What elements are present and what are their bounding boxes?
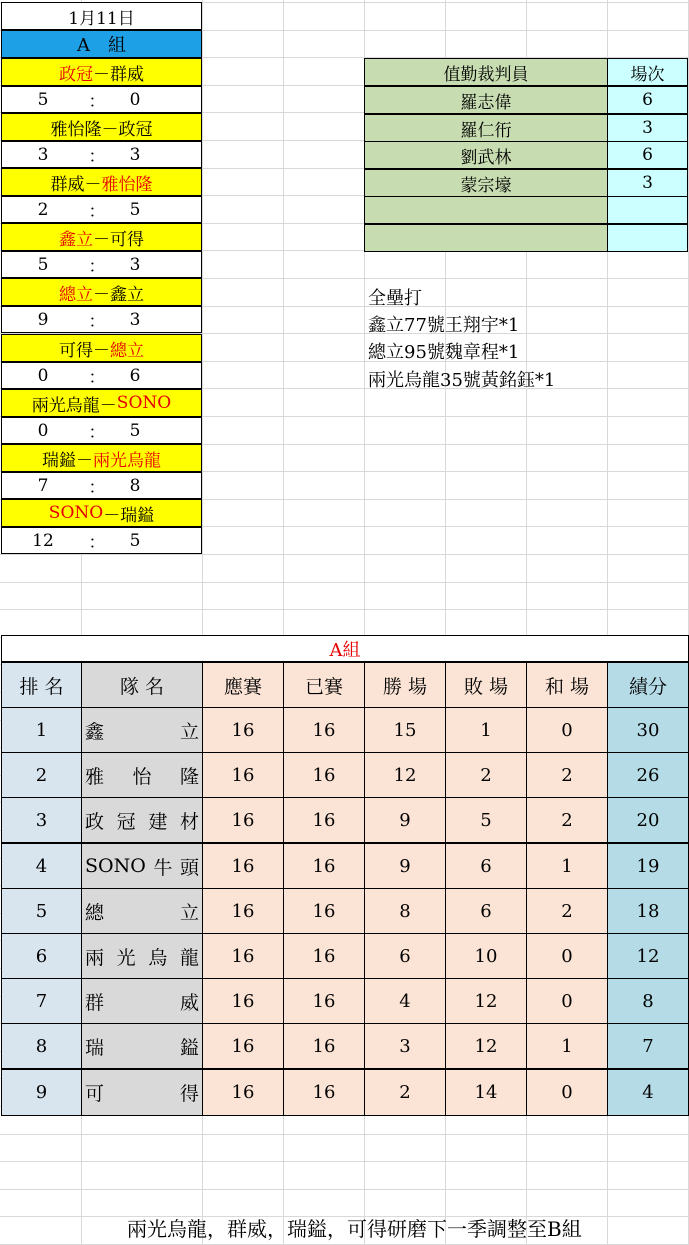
referee-count[interactable]: 3 [607, 114, 688, 142]
header-points[interactable]: 績分 [607, 662, 689, 708]
draws-cell[interactable]: 0 [526, 978, 608, 1024]
played-cell[interactable]: 16 [283, 933, 365, 979]
points-cell[interactable]: 4 [607, 1069, 689, 1116]
team-name-char: SONO [85, 855, 146, 877]
match-separator: － [93, 340, 110, 361]
referee-count[interactable] [607, 224, 688, 252]
team-name-char: 材 [179, 810, 199, 833]
team-name-char: 龍 [179, 946, 199, 969]
draws-cell[interactable]: 1 [526, 843, 608, 889]
team-name-char: 鎰 [179, 1036, 199, 1059]
score-away: 5 [129, 530, 141, 551]
losses-cell[interactable]: 14 [445, 1069, 527, 1116]
wins-cell[interactable]: 8 [364, 888, 446, 934]
rank-cell[interactable]: 6 [1, 933, 82, 979]
home-run-title: 全壘打 [368, 288, 422, 309]
points-cell[interactable]: 30 [607, 707, 689, 753]
team-name-char: 立 [179, 901, 199, 924]
team-name-char: 雅 [85, 765, 105, 788]
match-row[interactable] [1, 278, 202, 306]
score-colon: ： [88, 423, 106, 443]
wins-cell[interactable]: 3 [364, 1023, 446, 1069]
points-cell[interactable]: 12 [607, 933, 689, 979]
rank-cell[interactable]: 2 [1, 752, 82, 798]
played-cell[interactable]: 16 [283, 1023, 365, 1069]
score-away: 5 [129, 199, 141, 220]
group-header[interactable]: A 組 [1, 30, 202, 58]
points-cell[interactable]: 26 [607, 752, 689, 798]
rank-cell[interactable]: 4 [1, 843, 82, 889]
team-cell[interactable] [81, 978, 203, 1024]
score-home: 12 [32, 530, 54, 551]
team-away: 群威 [110, 64, 144, 85]
wins-cell[interactable]: 12 [364, 752, 446, 798]
score-colon: ： [88, 202, 106, 222]
rank-cell[interactable]: 9 [1, 1069, 82, 1116]
team-home: 瑞鎰 [42, 450, 76, 471]
scheduled-cell[interactable]: 16 [202, 707, 284, 753]
score-home: 2 [37, 199, 49, 220]
team-name-char: 光 [116, 946, 136, 969]
score-away: 0 [129, 89, 141, 110]
team-home: 可得 [59, 340, 93, 361]
losses-cell[interactable]: 12 [445, 978, 527, 1024]
losses-cell[interactable]: 5 [445, 797, 527, 843]
team-cell[interactable] [81, 797, 203, 843]
scheduled-cell[interactable]: 16 [202, 1023, 284, 1069]
points-cell[interactable]: 7 [607, 1023, 689, 1069]
team-name-char: 總 [85, 901, 105, 924]
header-rank[interactable]: 排 名 [1, 662, 82, 708]
draws-cell[interactable]: 2 [526, 888, 608, 934]
score-away: 3 [129, 144, 141, 165]
score-colon: ： [88, 478, 106, 498]
losses-cell[interactable]: 2 [445, 752, 527, 798]
wins-cell[interactable]: 9 [364, 797, 446, 843]
wins-cell[interactable]: 9 [364, 843, 446, 889]
match-separator: － [93, 64, 110, 85]
rank-cell[interactable]: 3 [1, 797, 82, 843]
team-name-char: 立 [179, 720, 199, 743]
played-cell[interactable]: 16 [283, 843, 365, 889]
team-home: 鑫立 [59, 229, 93, 250]
draws-cell[interactable]: 2 [526, 752, 608, 798]
played-cell[interactable]: 16 [283, 752, 365, 798]
points-cell[interactable]: 18 [607, 888, 689, 934]
rank-cell[interactable]: 1 [1, 707, 82, 753]
team-cell[interactable] [81, 707, 203, 753]
played-cell[interactable]: 16 [283, 797, 365, 843]
referee-name[interactable]: 羅志偉 [364, 86, 608, 114]
team-name-char: 頭 [179, 856, 199, 879]
draws-cell[interactable]: 0 [526, 707, 608, 753]
score-away: 6 [129, 365, 141, 386]
match-separator: － [84, 174, 102, 195]
team-name-char: 兩 [85, 946, 105, 969]
team-cell[interactable] [81, 843, 203, 889]
standings-title[interactable]: A組 [1, 635, 689, 662]
match-row[interactable] [1, 334, 202, 362]
draws-cell[interactable]: 0 [526, 1069, 608, 1116]
referee-header-name[interactable]: 值勤裁判員 [364, 58, 608, 86]
team-name-char: 政 [85, 810, 105, 833]
played-cell[interactable]: 16 [283, 707, 365, 753]
match-row[interactable] [1, 223, 202, 251]
draws-cell[interactable]: 1 [526, 1023, 608, 1069]
scheduled-cell[interactable]: 16 [202, 978, 284, 1024]
scheduled-cell[interactable]: 16 [202, 843, 284, 889]
home-run-line: 鑫立77號王翔宇*1 [368, 315, 520, 336]
team-away: 瑞鎰 [120, 505, 155, 526]
team-away: 政冠 [118, 119, 153, 140]
match-date[interactable]: 1月11日 [1, 2, 202, 30]
match-separator: － [93, 284, 110, 305]
score-row[interactable] [1, 141, 202, 168]
points-cell[interactable]: 8 [607, 978, 689, 1024]
score-home: 7 [37, 475, 49, 496]
score-row[interactable] [1, 472, 202, 499]
match-separator: － [99, 395, 117, 416]
team-away: SONO [116, 393, 172, 413]
scheduled-cell[interactable]: 16 [202, 752, 284, 798]
match-separator: － [103, 505, 121, 526]
scheduled-cell[interactable]: 16 [202, 1069, 284, 1116]
home-run-line: 兩光烏龍35號黃銘鈺*1 [368, 370, 556, 391]
footer-note: 兩光烏龍，群威，瑞鎰，可得研磨下一季調整至B組 [127, 1217, 582, 1241]
score-home: 5 [37, 89, 49, 110]
referee-count[interactable]: 6 [607, 141, 688, 169]
score-home: 9 [37, 309, 49, 330]
rank-cell[interactable]: 5 [1, 888, 82, 934]
points-cell[interactable]: 20 [607, 797, 689, 843]
referee-name[interactable]: 羅仁衎 [364, 114, 608, 142]
score-colon: ： [88, 533, 106, 553]
score-away: 5 [129, 420, 141, 441]
scheduled-cell[interactable]: 16 [202, 933, 284, 979]
team-cell[interactable] [81, 933, 203, 979]
team-away: 雅怡隆 [101, 174, 153, 195]
match-separator: － [93, 229, 110, 250]
score-row[interactable] [1, 417, 202, 444]
score-home: 0 [37, 420, 49, 441]
match-row[interactable] [1, 113, 202, 141]
referee-count[interactable]: 3 [607, 169, 688, 197]
wins-cell[interactable]: 2 [364, 1069, 446, 1116]
header-wins[interactable]: 勝 場 [364, 662, 446, 708]
score-home: 3 [37, 144, 49, 165]
team-name-char: 冠 [116, 810, 136, 833]
header-draws[interactable]: 和 場 [526, 662, 608, 708]
team-away: 總立 [110, 340, 144, 361]
team-name-char: 怡 [132, 765, 152, 788]
match-row[interactable] [1, 168, 202, 196]
header-team[interactable]: 隊 名 [81, 662, 203, 708]
draws-cell[interactable]: 2 [526, 797, 608, 843]
match-row[interactable] [1, 58, 202, 86]
losses-cell[interactable]: 6 [445, 843, 527, 889]
score-colon: ： [88, 312, 106, 332]
scheduled-cell[interactable]: 16 [202, 888, 284, 934]
grid-row-line [0, 554, 689, 555]
team-name-char: 牛 [153, 856, 173, 879]
team-name-char: 鑫 [85, 720, 105, 743]
score-row[interactable] [1, 196, 202, 223]
team-cell[interactable] [81, 1069, 203, 1116]
played-cell[interactable]: 16 [283, 978, 365, 1024]
score-row[interactable] [1, 86, 202, 113]
match-row[interactable] [1, 499, 202, 527]
rank-cell[interactable]: 8 [1, 1023, 82, 1069]
team-home: 群威 [50, 174, 85, 195]
team-name-char: 隆 [179, 765, 199, 788]
grid-row-line [0, 582, 689, 583]
wins-cell[interactable]: 4 [364, 978, 446, 1024]
score-row[interactable] [1, 306, 202, 333]
losses-cell[interactable]: 10 [445, 933, 527, 979]
wins-cell[interactable]: 6 [364, 933, 446, 979]
grid-row-line [0, 1161, 689, 1162]
score-row[interactable] [1, 251, 202, 278]
score-away: 8 [129, 475, 141, 496]
score-colon: ： [88, 368, 106, 388]
team-away: 可得 [110, 229, 144, 250]
referee-name[interactable] [364, 196, 608, 224]
home-run-line: 總立95號魏章程*1 [368, 342, 520, 363]
score-row[interactable] [1, 527, 202, 554]
team-cell[interactable] [81, 888, 203, 934]
header-losses[interactable]: 敗 場 [445, 662, 527, 708]
team-home: 雅怡隆 [50, 119, 102, 140]
team-name-char: 建 [148, 810, 168, 833]
rank-cell[interactable]: 7 [1, 978, 82, 1024]
played-cell[interactable]: 16 [283, 1069, 365, 1116]
scheduled-cell[interactable]: 16 [202, 797, 284, 843]
score-away: 3 [129, 254, 141, 275]
grid-row-line [0, 609, 689, 610]
team-name-char: 威 [179, 991, 199, 1014]
match-separator: － [76, 450, 93, 471]
team-cell[interactable] [81, 1023, 203, 1069]
played-cell[interactable]: 16 [283, 888, 365, 934]
team-name-char: 群 [85, 991, 105, 1014]
team-home: 總立 [59, 284, 93, 305]
team-name-char: 烏 [148, 946, 168, 969]
team-home: 兩光烏龍 [31, 395, 100, 416]
wins-cell[interactable]: 15 [364, 707, 446, 753]
team-name-char: 瑞 [85, 1036, 105, 1059]
match-row[interactable] [1, 389, 202, 417]
referee-count[interactable] [607, 196, 688, 224]
referee-name[interactable] [364, 224, 608, 252]
grid-row-line [0, 1134, 689, 1135]
losses-cell[interactable]: 12 [445, 1023, 527, 1069]
score-home: 0 [37, 365, 49, 386]
match-separator: － [101, 119, 119, 140]
referee-name[interactable]: 劉武林 [364, 141, 608, 169]
team-away: 兩光烏龍 [93, 450, 161, 471]
score-colon: ： [88, 257, 106, 277]
team-name-char: 得 [179, 1083, 199, 1105]
header-played[interactable]: 已賽 [283, 662, 365, 708]
score-row[interactable] [1, 362, 202, 389]
team-home: SONO [48, 503, 104, 523]
score-home: 5 [37, 254, 49, 275]
referee-name[interactable]: 蒙宗壕 [364, 169, 608, 197]
match-row[interactable] [1, 444, 202, 472]
referee-count[interactable]: 6 [607, 86, 688, 114]
score-colon: ： [88, 147, 106, 167]
team-cell[interactable] [81, 752, 203, 798]
points-cell[interactable]: 19 [607, 843, 689, 889]
team-away: 鑫立 [110, 284, 144, 305]
grid-row-line [0, 1189, 689, 1190]
team-home: 政冠 [59, 64, 93, 85]
score-away: 3 [129, 309, 141, 330]
header-scheduled[interactable]: 應賽 [202, 662, 284, 708]
team-name-char: 可 [85, 1083, 105, 1105]
losses-cell[interactable]: 6 [445, 888, 527, 934]
referee-header-count[interactable]: 場次 [607, 58, 688, 86]
losses-cell[interactable]: 1 [445, 707, 527, 753]
draws-cell[interactable]: 0 [526, 933, 608, 979]
score-colon: ： [88, 92, 106, 112]
